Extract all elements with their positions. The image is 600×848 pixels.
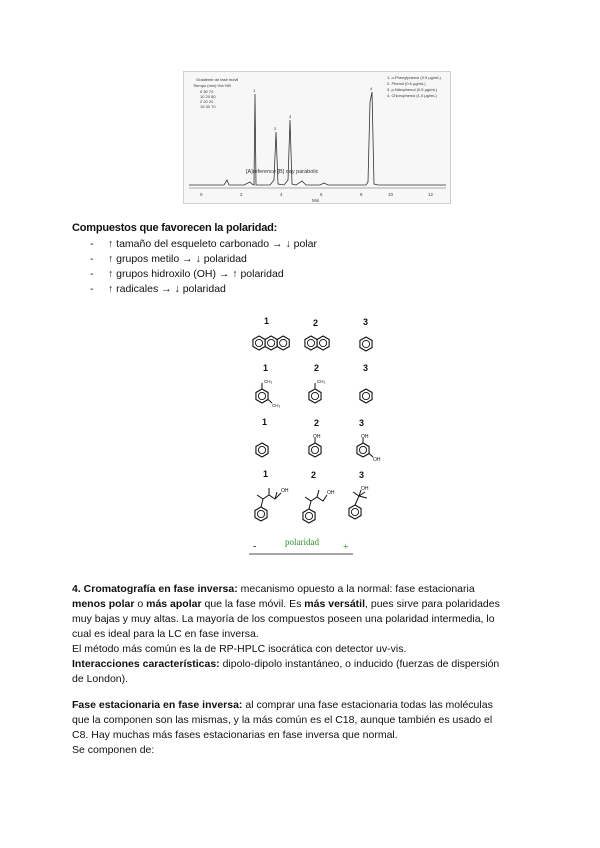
bold-term: Fase estacionaria en fase inversa: [72, 699, 243, 711]
mol-row4-num-3: 3 [359, 470, 365, 480]
text-span: dipolo-dipolo instantáneo, o inducido (fuerzas de dispersión [219, 658, 500, 670]
list-dash: - [90, 283, 94, 295]
chrom-x-tick: 8 [360, 192, 363, 197]
resorcinol-structure [357, 434, 381, 463]
text-line: de London). [72, 673, 129, 685]
bold-term: Interacciones características: [72, 658, 220, 670]
list-item-text: ↑ grupos metilo → ↓ polaridad [108, 253, 247, 265]
chrom-table-row: 15 30 70 [200, 104, 216, 109]
mol-row3-num-1: 1 [262, 417, 268, 427]
xylene-structure [256, 379, 281, 408]
text-span: o [134, 598, 147, 610]
stationary-phase-paragraph [72, 698, 542, 758]
chrom-x-tick: 4 [280, 192, 283, 197]
chrom-x-tick: 2 [240, 192, 243, 197]
section4-heading: 4. Cromatografía en fase inversa: [72, 583, 238, 595]
alcohol-structure-1 [255, 488, 289, 521]
chrom-x-label: Min [312, 198, 320, 203]
oh-label: OH [281, 488, 289, 494]
bold-term: más versátil [304, 598, 366, 610]
chromatogram-figure [183, 71, 451, 204]
list-item [90, 237, 317, 252]
text-line: Se componen de: [72, 744, 155, 756]
oh-label: OH [361, 434, 369, 440]
text-span: mecanismo opuesto a la normal: fase estacionaria [237, 583, 475, 595]
mol-row1-num-2: 2 [313, 318, 319, 328]
text-line [72, 597, 542, 612]
mol-row2-num-2: 2 [314, 363, 320, 373]
mol-row2-num-3: 3 [363, 363, 369, 373]
list-item [90, 267, 317, 282]
chrom-x-tick: 0 [200, 192, 203, 197]
list-item-text: ↑ grupos hidroxilo (OH) → ↑ polaridad [108, 268, 284, 280]
alcohol-structure-2 [303, 490, 335, 523]
polarity-list [90, 237, 317, 297]
oh-label: OH [327, 490, 335, 496]
text-line: C8. Hay muchas más fases estacionarias en fase inversa que normal. [72, 729, 398, 741]
list-item-text: ↑ radicales → ↓ polaridad [108, 283, 226, 295]
benzene-structure [360, 337, 372, 351]
chrom-table-row: 10 20 80 [200, 94, 216, 99]
text-span: , pues sirve para polaridades [365, 598, 500, 610]
polarity-minus: - [253, 541, 257, 552]
ch3-label: CH₃ [264, 379, 273, 384]
benzene-structure [360, 389, 372, 403]
bold-term: menos polar [72, 598, 135, 610]
ch3-label: CH₃ [317, 379, 326, 384]
oh-label: OH [361, 486, 369, 492]
text-line [72, 657, 542, 672]
chrom-x-tick: 10 [388, 192, 394, 197]
text-line [72, 698, 542, 713]
mol-row4-num-1: 1 [263, 469, 269, 479]
ch3-label: CH₃ [272, 403, 281, 408]
text-line [72, 582, 542, 597]
chromatogram-svg [184, 72, 450, 203]
anthracene-structure [253, 336, 289, 350]
chrom-table-header-2: Tiempo (min) %A %B [193, 83, 231, 88]
chrom-x-tick: 6 [320, 192, 323, 197]
mol-row1-num-1: 1 [264, 316, 270, 326]
chrom-peak-label: 4 [370, 86, 373, 91]
list-dash: - [90, 238, 94, 250]
mol-row4-num-2: 2 [311, 470, 317, 480]
mol-row1-num-3: 3 [363, 317, 369, 327]
mol-row3-num-3: 3 [359, 418, 365, 428]
list-item [90, 282, 317, 297]
chrom-table-row: 2 20 20 [200, 99, 214, 104]
chrom-legend-item: 4. Chlorophenol (1.0 µg/mL) [387, 93, 437, 98]
text-line: El método más común es la de RP-HPLC isocrática con detector uv-vis. [72, 643, 407, 655]
list-item [90, 252, 317, 267]
text-line: muy bajas y muy altas. La mayoría de los compuestos poseen una polaridad intermedia, lo [72, 613, 495, 625]
chrom-peak-label: 1 [253, 88, 256, 93]
chrom-peak-label: 3 [289, 114, 292, 119]
chrom-table-header-1: Gradiente de fase móvil [196, 77, 239, 82]
text-span: que la fase móvil. Es [201, 598, 305, 610]
polarity-plus: + [343, 542, 349, 553]
chrom-legend-item: 1. o-Phenylphenol (0.5 µg/mL) [387, 75, 441, 80]
list-dash: - [90, 268, 94, 280]
chrom-annotation: [A]reference [B] day parabolic [246, 169, 319, 175]
text-span: al comprar una fase estacionaria todas las moléculas [242, 699, 493, 711]
text-line: cual es ideal para la LC en fase inversa. [72, 628, 259, 640]
polarity-axis-label: polaridad [285, 537, 319, 547]
list-item-text: ↑ tamaño del esqueleto carbonado → ↓ polar [108, 238, 317, 250]
list-dash: - [90, 253, 94, 265]
alcohol-structure-3 [349, 486, 369, 519]
oh-label: OH [373, 457, 381, 463]
text-line: que la componen son las mismas, y la más común es el C18, aunque también es usado el [72, 714, 493, 726]
mol-row3-num-2: 2 [314, 418, 320, 428]
phenol-structure [309, 434, 321, 457]
chrom-legend-item: 2. Phenol (0.6 µg/mL) [387, 81, 426, 86]
benzene-structure [256, 443, 268, 457]
toluene-structure [309, 379, 326, 403]
chrom-x-tick: 12 [428, 192, 434, 197]
molecules-figure [247, 312, 387, 556]
chrom-legend-item: 3. p-Nitrophenol (0.5 µg/mL) [387, 87, 438, 92]
polarity-heading: Compuestos que favorecen la polaridad: [72, 222, 278, 234]
chrom-table-row: 0 30 70 [200, 89, 214, 94]
section4-paragraph [72, 582, 542, 687]
chrom-peak-label: 2 [274, 126, 277, 131]
bold-term: más apolar [146, 598, 202, 610]
naphthalene-structure [305, 336, 329, 350]
mol-row2-num-1: 1 [263, 363, 269, 373]
oh-label: OH [313, 434, 321, 440]
molecules-svg [247, 312, 387, 556]
